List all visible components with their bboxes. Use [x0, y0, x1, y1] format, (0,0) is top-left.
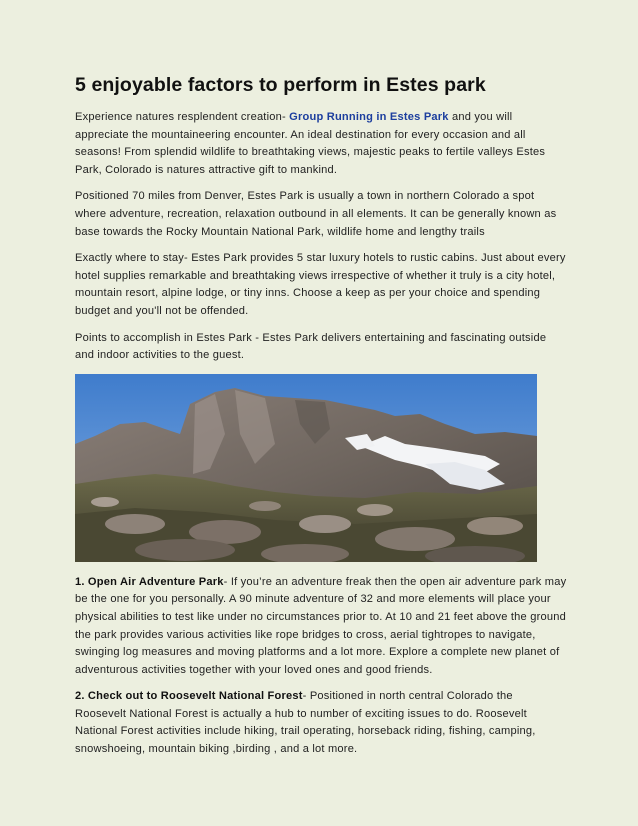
group-running-link[interactable]: Group Running in Estes Park: [289, 111, 449, 123]
activities-paragraph: Points to accomplish in Estes Park - Estes Park delivers entertaining and fascinating outside and indoor activities to the guest.: [75, 331, 547, 362]
page-title: 5 enjoyable factors to perform in Estes park: [75, 74, 486, 96]
location-paragraph: Positioned 70 miles from Denver, Estes Park is usually a town in northern Colorado a spot where adventure, recreation, relaxation outbound in all elements. It can be generally known as base towards the Rocky Mountain National Park, wildlife home and lengthy trails: [75, 190, 557, 238]
intro-text-after: and you will appreciate the mountaineering encounter. An ideal destination for every occasion and all seasons! From splendid wildlife to breathtaking views, majestic peaks to fertile valleys Estes Park, Colorado is natures attractive gift to mankind.: [75, 111, 546, 176]
mountain-photo: [75, 374, 537, 562]
intro-paragraph: [75, 109, 567, 179]
item-roosevelt-forest: [75, 688, 567, 758]
item-open-air-adventure: [75, 574, 567, 680]
stay-paragraph: Exactly where to stay- Estes Park provides 5 star luxury hotels to rustic cabins. Just about every hotel supplies remarkable and breathtaking views irrespective of whether it truly is a city hotel, mountain resort, alpine lodge, or tiny inns. Choose a keep as per your choice and spending budget and you'll not be offended.: [75, 252, 566, 317]
intro-text-before: Experience natures resplendent creation-: [75, 111, 290, 123]
item-heading: 1. Open Air Adventure Park: [75, 575, 224, 588]
article: [75, 74, 567, 768]
mountain-landscape-image: [75, 374, 537, 562]
item-text: - If you’re an adventure freak then the open air adventure park may be the one for you personally. A 90 minute adventure of 32 and more elements will place your physical abilities to test like under no circumstances prior to. At 10 and 21 feet above the ground the park provides various activities like rope bridges to cross, aerial tightropes to navigate, swinging log measures and moving platforms and a lot more. Explore a complete new planet of adventurous activities together with your loved ones and good friends.: [75, 575, 567, 676]
item-text: - Positioned in north central Colorado the Roosevelt National Forest is actually a hub to number of exciting issues to do. Roosevelt National Forest activities include hiking, trail operating, horseback riding, fishing, camping, snowshoeing, mountain biking ,birding , and a lot more.: [75, 690, 536, 756]
item-heading: 2. Check out to Roosevelt National Forest: [75, 690, 303, 703]
